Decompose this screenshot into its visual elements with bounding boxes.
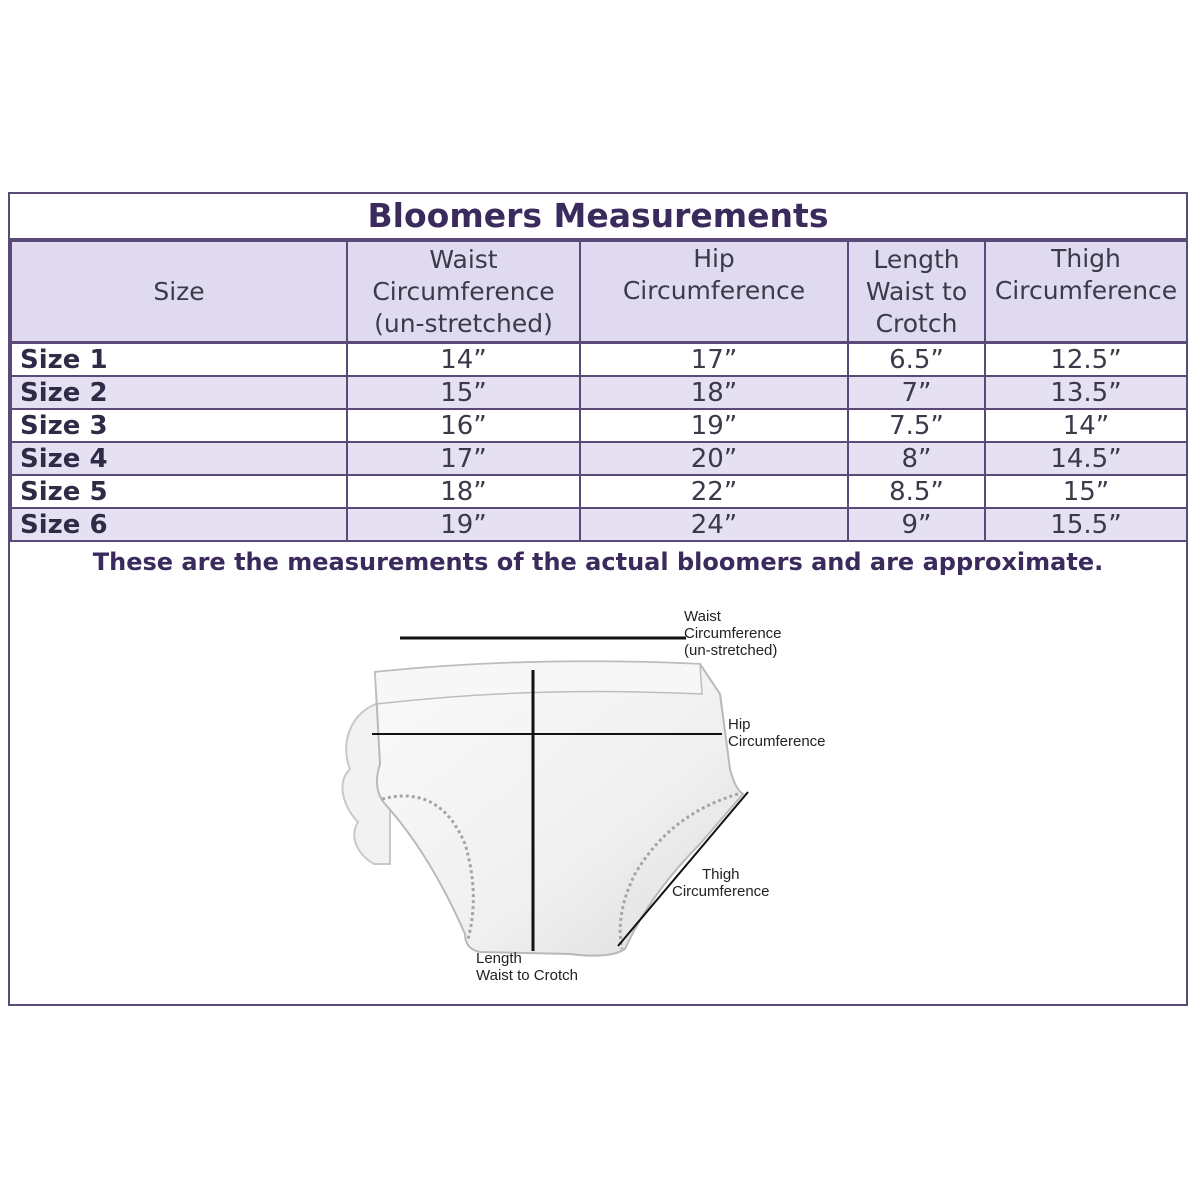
hip-cell: 20” [580,442,848,475]
hip-cell: 22” [580,475,848,508]
length-cell: 8.5” [848,475,985,508]
table-row [11,343,1187,377]
size-cell: Size 5 [11,475,347,508]
thigh-cell: 15” [985,475,1187,508]
waist-cell: 14” [347,343,580,377]
thigh-cell: 15.5” [985,508,1187,541]
hip-cell: 17” [580,343,848,377]
length-cell: 6.5” [848,343,985,377]
header-size: Size [11,240,347,343]
header-hip: Hip Circumference [580,240,848,343]
size-cell: Size 3 [11,409,347,442]
table-row [11,508,1187,541]
thigh-label: Thigh Circumference [672,866,770,900]
waist-cell: 17” [347,442,580,475]
bloomers-illustration [10,594,1186,1004]
approximate-note: These are the measurements of the actual bloomers and are approximate. [92,548,1104,576]
header-waist: Waist Circumference (un-stretched) [347,240,580,343]
table-row [11,475,1187,508]
table-row [11,442,1187,475]
size-cell: Size 4 [11,442,347,475]
header-thigh: Thigh Circumference [985,240,1187,343]
hip-cell: 18” [580,376,848,409]
chart-title: Bloomers Measurements [367,196,829,235]
waist-cell: 16” [347,409,580,442]
table-row [11,376,1187,409]
size-cell: Size 2 [11,376,347,409]
waist-cell: 15” [347,376,580,409]
bloomers-body [375,661,743,955]
hip-cell: 19” [580,409,848,442]
length-label: Length Waist to Crotch [476,950,578,984]
size-table [10,238,1188,542]
table-header-row [11,240,1187,343]
length-cell: 7” [848,376,985,409]
size-cell: Size 1 [11,343,347,377]
hip-cell: 24” [580,508,848,541]
length-cell: 7.5” [848,409,985,442]
thigh-cell: 13.5” [985,376,1187,409]
thigh-cell: 12.5” [985,343,1187,377]
thigh-cell: 14” [985,409,1187,442]
waist-cell: 18” [347,475,580,508]
length-cell: 8” [848,442,985,475]
measurement-chart [8,192,1188,1006]
table-row [11,409,1187,442]
hip-label: Hip Circumference [728,716,826,750]
header-length: Length Waist to Crotch [848,240,985,343]
waist-cell: 19” [347,508,580,541]
thigh-cell: 14.5” [985,442,1187,475]
length-cell: 9” [848,508,985,541]
size-cell: Size 6 [11,508,347,541]
waist-label: Waist Circumference (un-stretched) [684,608,782,659]
bloomers-diagram [10,594,1186,1004]
